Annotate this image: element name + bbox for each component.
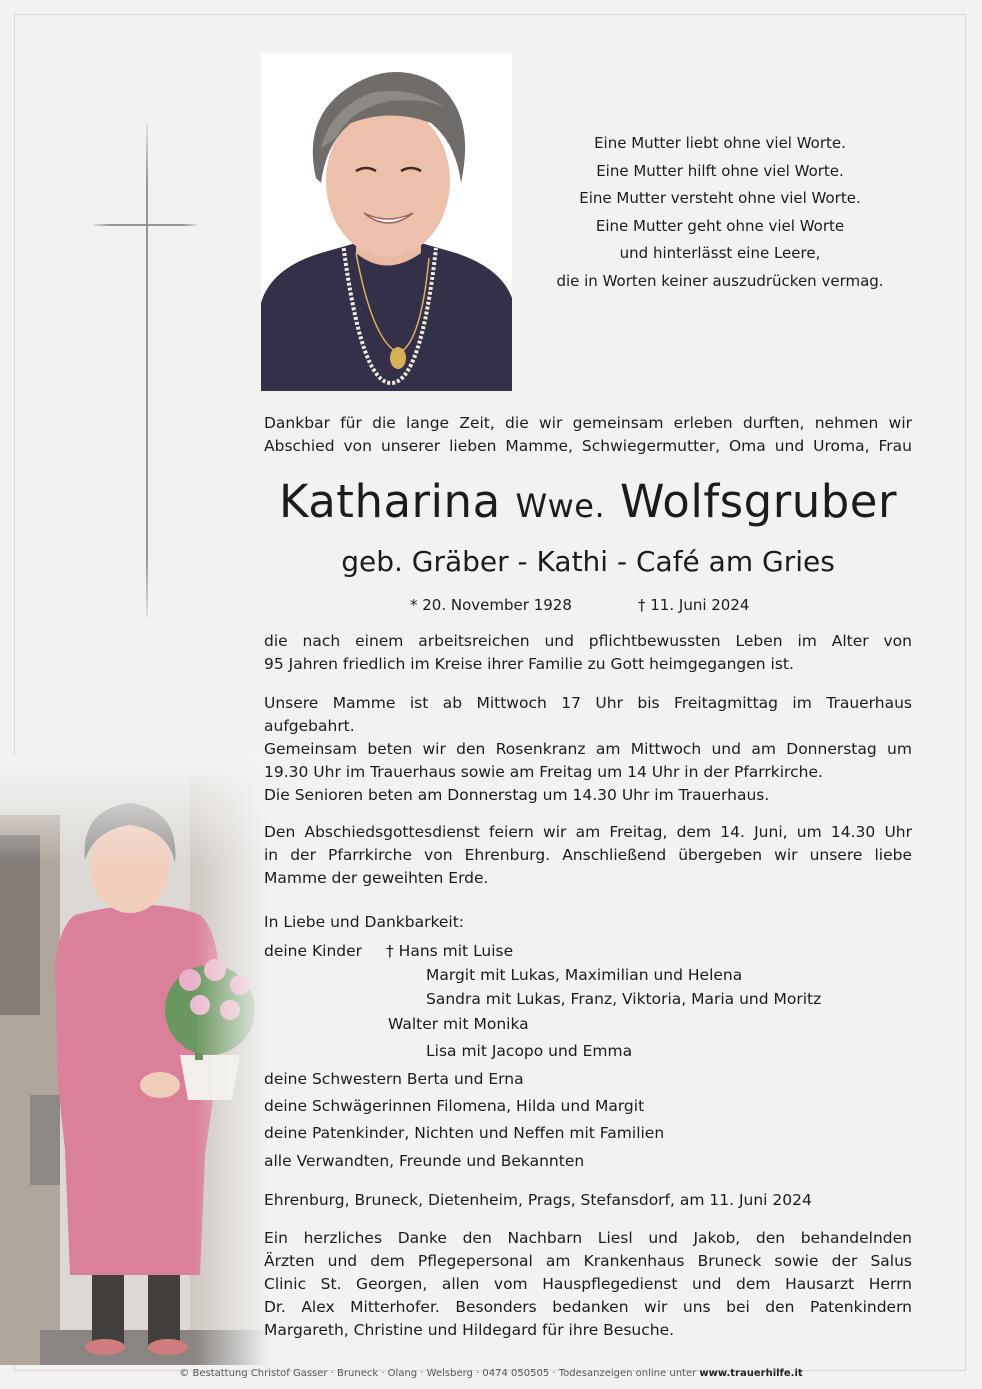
- name-subtitle: geb. Gräber - Kathi - Café am Gries: [341, 545, 835, 578]
- relative-entry: deine Patenkinder, Nichten und Neffen mit Familien: [264, 1124, 665, 1142]
- last-name: Wolfsgruber: [619, 475, 897, 528]
- funeral-line: in der Pfarrkirche von Ehrenburg. Anschließend übergeben wir unsere liebe: [264, 846, 912, 864]
- poem-line: Eine Mutter versteht ohne viel Worte.: [579, 189, 861, 207]
- funeral-line: Den Abschiedsgottesdienst feiern wir am Freitag, dem 14. Juni, um 14.30 Uhr: [264, 823, 912, 841]
- footer: [0, 1368, 982, 1379]
- relative-entry: alle Verwandten, Freunde und Bekannten: [264, 1152, 585, 1170]
- cross-icon: [146, 123, 148, 618]
- first-name: Katharina: [279, 475, 501, 528]
- widow-title: Wwe.: [515, 487, 606, 525]
- thanks-line: Margareth, Christine und Hildegard für ihre Besuche.: [264, 1321, 675, 1339]
- thanks-line: Ein herzliches Danke den Nachbarn Liesl und Jakob, den behandelnden: [264, 1229, 912, 1247]
- thanks-line: Clinic St. Georgen, allen vom Hauspflegedienst und dem Hausarzt Herrn: [264, 1275, 912, 1293]
- place-date: Ehrenburg, Bruneck, Dietenheim, Prags, Stefansdorf, am 11. Juni 2024: [264, 1191, 812, 1209]
- poem: [520, 130, 920, 295]
- child-entry: Walter mit Monika: [388, 1015, 529, 1033]
- side-photo: [0, 755, 270, 1365]
- poem-line: Eine Mutter liebt ohne viel Worte.: [594, 134, 846, 152]
- portrait-photo: [261, 53, 512, 391]
- intro-text: [264, 412, 912, 458]
- wake-line: Die Senioren beten am Donnerstag um 14.30 Uhr im Trauerhaus.: [264, 786, 770, 804]
- poem-line: Eine Mutter geht ohne viel Worte: [595, 216, 845, 235]
- intro-line: Abschied von unserer lieben Mamme, Schwiegermutter, Oma und Uroma, Frau: [264, 437, 912, 455]
- child-entry: Lisa mit Jacopo und Emma: [426, 1042, 633, 1060]
- thanks-line: Ärzten und dem Pflegepersonal am Krankenhaus Bruneck sowie der Salus: [264, 1252, 912, 1270]
- wake-line: Unsere Mamme ist ab Mittwoch 17 Uhr bis Freitagmittag im Trauerhaus: [264, 694, 912, 712]
- footer-link[interactable]: www.trauerhilfe.it: [699, 1368, 803, 1379]
- passing-text: [264, 630, 912, 676]
- thanks-line: Dr. Alex Mitterhofer. Besonders bedanken wir uns bei den Patenkindern: [264, 1298, 912, 1316]
- family-heading: In Liebe und Dankbarkeit:: [264, 913, 465, 931]
- funeral-text: [264, 821, 912, 890]
- relative-entry: deine Schwägerinnen Filomena, Hilda und Margit: [264, 1097, 645, 1115]
- child-entry: † Hans mit Luise: [386, 942, 514, 960]
- footer-text: © Bestattung Christof Gasser · Bruneck · Olang · Welsberg · 0474 050505 · Todesanzeigen online unter: [179, 1368, 697, 1379]
- wake-line: aufgebahrt.: [264, 717, 355, 735]
- wake-line: Gemeinsam beten wir den Rosenkranz am Mittwoch und am Donnerstag um: [264, 740, 912, 758]
- children-label: deine Kinder: [264, 942, 363, 960]
- intro-line: Dankbar für die lange Zeit, die wir gemeinsam erleben durften, nehmen wir: [264, 414, 912, 432]
- child-entry: Sandra mit Lukas, Franz, Viktoria, Maria und Moritz: [426, 990, 822, 1008]
- deceased-name: [264, 474, 912, 534]
- relative-entry: deine Schwestern Berta und Erna: [264, 1070, 524, 1088]
- thanks-text: [264, 1227, 912, 1342]
- poem-line: die in Worten keiner auszudrücken vermag.: [556, 271, 884, 290]
- poem-line: Eine Mutter hilft ohne viel Worte.: [596, 161, 844, 180]
- poem-line: und hinterlässt eine Leere,: [619, 244, 821, 262]
- passing-line: die nach einem arbeitsreichen und pflichtbewussten Leben im Alter von: [264, 632, 912, 650]
- cross-icon-bar: [93, 224, 198, 226]
- birth-date: * 20. November 1928: [410, 596, 572, 614]
- passing-line: 95 Jahren friedlich im Kreise ihrer Familie zu Gott heimgegangen ist.: [264, 655, 794, 673]
- death-date: † 11. Juni 2024: [638, 596, 750, 614]
- wake-line: 19.30 Uhr im Trauerhaus sowie am Freitag um 14 Uhr in der Pfarrkirche.: [264, 763, 823, 781]
- wake-text: [264, 692, 912, 807]
- child-entry: Margit mit Lukas, Maximilian und Helena: [426, 966, 743, 984]
- funeral-line: Mamme der geweihten Erde.: [264, 869, 489, 887]
